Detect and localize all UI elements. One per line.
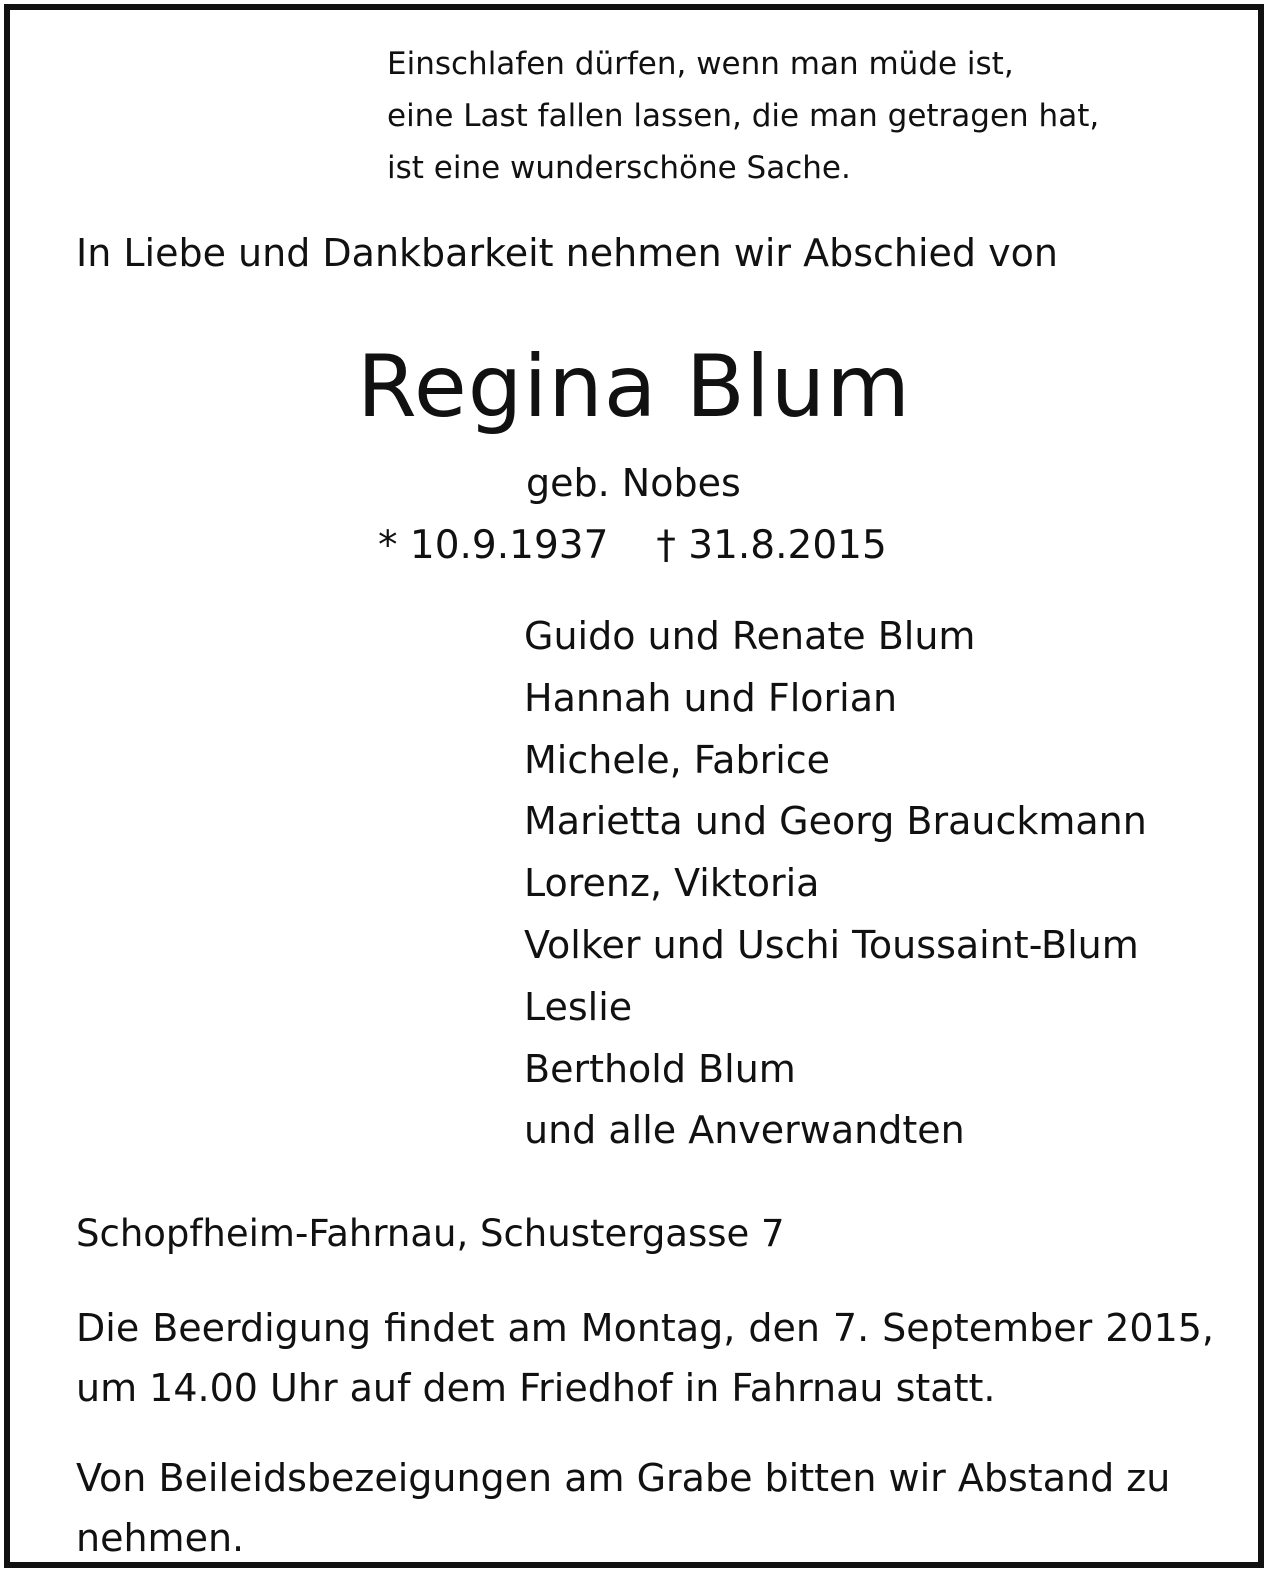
mourner-entry: Berthold Blum (524, 1046, 796, 1091)
obituary-notice (4, 4, 1264, 1568)
mourner-entry: und alle Anverwandten (524, 1108, 965, 1153)
mourner-entry: Lorenz, Viktoria (524, 861, 820, 906)
mourner-entry: Volker und Uschi Toussaint-Blum (524, 922, 1139, 967)
funeral-notice: Die Beerdigung findet am Montag, den 7. September 2015, um 14.00 Uhr auf dem Friedhof in Fahrnau statt. (76, 1306, 1214, 1410)
family-address: Schopfheim-Fahrnau, Schustergasse 7 (76, 1212, 785, 1255)
mourner-entry: Leslie (524, 984, 633, 1029)
maiden-name: geb. Nobes (526, 461, 741, 505)
condolence-notice: Von Beileidsbezeigungen am Grabe bitten wir Abstand zu nehmen. (76, 1456, 1171, 1560)
farewell-intro: In Liebe und Dankbarkeit nehmen wir Abschied von (76, 231, 1058, 275)
mourner-entry: Michele, Fabrice (524, 737, 831, 782)
mourner-entry: Hannah und Florian (524, 675, 898, 720)
mourner-entry: Guido und Renate Blum (524, 614, 976, 658)
birth-date: * 10.9.1937 (378, 523, 609, 568)
death-date: † 31.8.2015 (656, 523, 887, 568)
mourners-list (524, 606, 1147, 1162)
poem-line: Einschlafen dürfen, wenn man müde ist, (387, 46, 1014, 82)
poem-line: eine Last fallen lassen, die man getragen hat, (387, 98, 1100, 134)
poem-verse (387, 38, 1099, 194)
poem-line: ist eine wunderschöne Sache. (387, 150, 851, 186)
life-dates (378, 520, 887, 572)
deceased-name: Regina Blum (356, 337, 911, 437)
mourner-entry: Marietta und Georg Brauckmann (524, 799, 1147, 844)
